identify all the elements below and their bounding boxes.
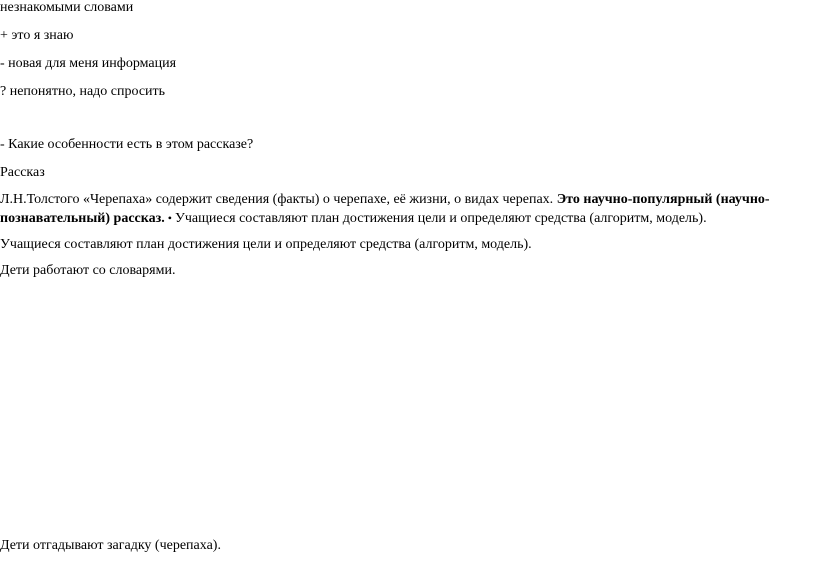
text-plus-note: + это я знаю — [0, 28, 74, 43]
story-paragraph — [0, 190, 812, 228]
text-minus-note: - новая для меня информация — [0, 56, 177, 71]
text-unfamiliar-words: незнакомыми словами — [0, 0, 134, 15]
text-question-note: ? непонятно, надо спросить — [0, 84, 166, 99]
text-riddle: Дети отгадывают загадку (черепаха). — [0, 538, 221, 553]
paragraph-bold: Это научно-популярный (научно-познавательный) рассказ. — [0, 192, 770, 226]
text-story-label: Рассказ — [0, 165, 45, 180]
paragraph-lead: Л.Н.Толстого «Черепаха» содержит сведения (факты) о черепахе, её жизни, о видах черепах. — [0, 192, 557, 207]
text-dictionaries: Дети работают со словарями. — [0, 263, 176, 278]
bullet-icon: • — [164, 211, 175, 225]
text-plan: Учащиеся составляют план достижения цели и определяют средства (алгоритм, модель). — [0, 237, 532, 252]
text-question: - Какие особенности есть в этом рассказе? — [0, 137, 254, 152]
paragraph-tail: Учащиеся составляют план достижения цели и определяют средства (алгоритм, модель). — [174, 211, 707, 226]
